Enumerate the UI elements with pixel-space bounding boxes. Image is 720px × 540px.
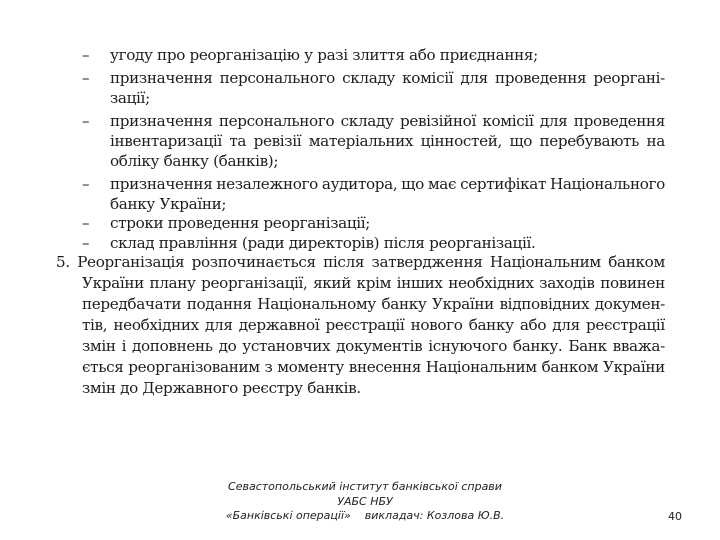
- word: Національного: [549, 175, 665, 193]
- word: реєстрації: [325, 316, 405, 334]
- word: банку.: [512, 337, 563, 355]
- bullet-marker: –: [82, 234, 90, 252]
- word: реорганізованим: [128, 358, 260, 376]
- bullet-line: строки проведення реорганізації;: [110, 214, 371, 232]
- word: аудитора,: [321, 175, 398, 193]
- bullet-line: [110, 111, 665, 131]
- page-number: 40: [668, 510, 682, 523]
- bullet-marker: –: [82, 69, 90, 87]
- word: матеріальних: [308, 132, 414, 150]
- word: необхідних: [113, 316, 199, 334]
- word: тів,: [82, 316, 108, 334]
- word: для: [460, 69, 488, 87]
- word: призначення: [110, 112, 213, 130]
- word: після: [323, 253, 365, 271]
- word: затвердження: [371, 253, 483, 271]
- word: призначення: [110, 69, 213, 87]
- word: необхідних: [448, 274, 534, 292]
- word: існуючого: [428, 337, 508, 355]
- word: комісії: [482, 112, 534, 130]
- word: персонального: [219, 69, 335, 87]
- word: призначення: [110, 175, 213, 193]
- paragraph-line: [82, 315, 665, 335]
- word: незалежного: [216, 175, 318, 193]
- word: 5.: [56, 253, 70, 271]
- bullet-line: [110, 174, 665, 194]
- word: плану: [149, 274, 196, 292]
- word: України: [432, 295, 494, 313]
- word: Національним: [425, 358, 537, 376]
- word: реєстрації: [585, 316, 665, 334]
- word: для: [539, 112, 568, 130]
- word: крім: [356, 274, 392, 292]
- word: ревізії: [253, 132, 302, 150]
- word: реорганізації,: [201, 274, 308, 292]
- footer-institute: Севастопольський інститут банківської справи: [228, 480, 502, 493]
- paragraph-line: [82, 273, 665, 293]
- bullet-line: [110, 68, 665, 88]
- word: банку: [381, 295, 427, 313]
- bullet-line: угоду про реорганізацію у разі злиття або приєднання;: [110, 46, 538, 64]
- word: на: [646, 132, 665, 150]
- word: перебувають: [539, 132, 640, 150]
- word: нового: [410, 316, 463, 334]
- word: складу: [342, 69, 396, 87]
- paragraph-line: [56, 252, 665, 272]
- word: який: [313, 274, 351, 292]
- word: України: [82, 274, 144, 292]
- word: доповнень: [132, 337, 213, 355]
- word: повинен: [600, 274, 665, 292]
- word: складу: [340, 112, 394, 130]
- word: що: [509, 132, 533, 150]
- bullet-line: [110, 131, 665, 151]
- slide-footer: [140, 480, 590, 524]
- bullet-line: склад правління (ради директорів) після реорганізації.: [110, 234, 536, 252]
- footer-course-lecturer: «Банківські операції» викладач: Козлова Ю.В.: [225, 509, 505, 522]
- word: документів: [336, 337, 423, 355]
- footer-department: УАБС НБУ: [337, 494, 393, 508]
- word: докумен-: [594, 295, 665, 313]
- word: до: [218, 337, 237, 355]
- word: банком: [541, 358, 599, 376]
- word: внесення: [348, 358, 421, 376]
- word: Національним: [489, 253, 601, 271]
- word: Банк: [568, 337, 607, 355]
- word: України: [603, 358, 665, 376]
- paragraph-line: [82, 336, 665, 356]
- word: банку: [468, 316, 514, 334]
- word: що: [401, 175, 424, 193]
- word: інвентаризації: [110, 132, 222, 150]
- word: проведення: [573, 112, 665, 130]
- word: заходів: [539, 274, 595, 292]
- bullet-marker: –: [82, 46, 90, 64]
- word: Реорганізація: [77, 253, 185, 271]
- paragraph-line: [82, 357, 665, 377]
- bullet-marker: –: [82, 112, 90, 130]
- word: інших: [396, 274, 443, 292]
- bullet-marker: –: [82, 175, 90, 193]
- word: подання: [186, 295, 252, 313]
- word: для: [205, 316, 233, 334]
- word: передбачати: [82, 295, 182, 313]
- word: змін: [82, 337, 116, 355]
- word: і: [121, 337, 127, 355]
- word: для: [552, 316, 580, 334]
- word: реоргані-: [593, 69, 665, 87]
- word: сертифікат: [460, 175, 547, 193]
- word: банком: [608, 253, 665, 271]
- bullet-line: обліку банку (банків);: [110, 152, 279, 170]
- word: проведення: [495, 69, 587, 87]
- word: відповідних: [499, 295, 590, 313]
- word: Національному: [257, 295, 376, 313]
- paragraph-line: [82, 294, 665, 314]
- paragraph-line: змін до Державного реєстру банків.: [82, 379, 361, 397]
- word: та: [229, 132, 247, 150]
- word: вважа-: [612, 337, 665, 355]
- word: моменту: [277, 358, 344, 376]
- bullet-marker: –: [82, 214, 90, 232]
- word: державної: [238, 316, 320, 334]
- word: персонального: [218, 112, 335, 130]
- word: комісії: [402, 69, 454, 87]
- word: ревізійної: [399, 112, 476, 130]
- word: ється: [82, 358, 124, 376]
- word: з: [264, 358, 273, 376]
- bullet-line: зації;: [110, 89, 150, 107]
- bullet-line: банку України;: [110, 195, 227, 213]
- word: розпочинається: [191, 253, 316, 271]
- word: цінностей,: [420, 132, 502, 150]
- word: має: [427, 175, 457, 193]
- word: або: [519, 316, 547, 334]
- word: установчих: [242, 337, 331, 355]
